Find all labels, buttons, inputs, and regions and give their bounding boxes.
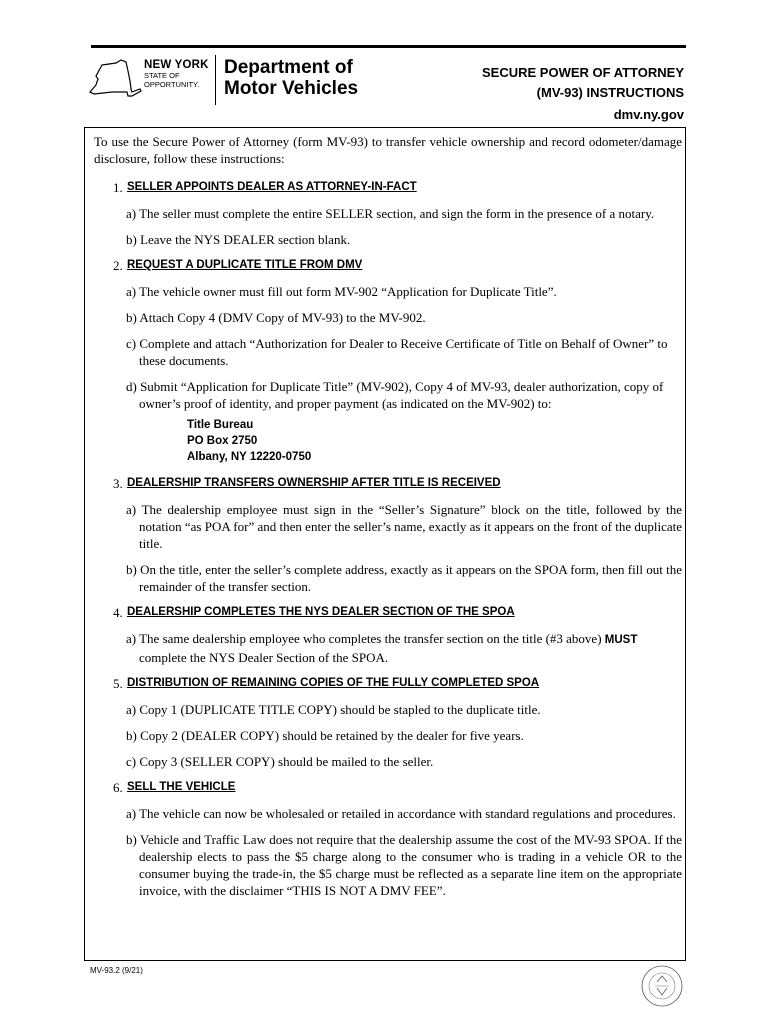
document-title-line-2: (MV-93) INSTRUCTIONS: [536, 85, 684, 100]
nys-dmv-logo: [88, 55, 388, 105]
address-line: Title Bureau: [187, 419, 254, 431]
state-tag-line-2: OPPORTUNITY.: [144, 79, 200, 89]
website-link[interactable]: dmv.ny.gov: [613, 107, 684, 122]
instruction-item: a) The vehicle can now be wholesaled or retailed in accordance with standard regulations and procedures.: [126, 806, 676, 821]
section-3: [94, 475, 682, 595]
instruction-item: c) Complete and attach “Authorization for Dealer to Receive Certificate of Title on Behalf of Owner” to these documents.: [126, 336, 668, 368]
instruction-item: d) Submit “Application for Duplicate Title” (MV-902), Copy 4 of MV-93, dealer authorization, copy of owner’s proof of identity, and proper payment (as indicated on the MV-902) to:: [126, 379, 664, 411]
instruction-item: b) On the title, enter the seller’s complete address, exactly as it appears on the SPOA form, then fill out the remainder of the transfer section.: [126, 562, 682, 594]
instruction-item: c) Copy 3 (SELLER COPY) should be mailed to the seller.: [126, 754, 434, 769]
section-2: [94, 257, 682, 465]
instruction-item: a) Copy 1 (DUPLICATE TITLE COPY) should be stapled to the duplicate title.: [126, 702, 541, 717]
section-number: 3.: [113, 476, 123, 491]
section-4: [94, 604, 682, 666]
intro-text: To use the Secure Power of Attorney (form MV-93) to transfer vehicle ownership and record odometer/damage disclosure, follow these instructions:: [94, 134, 682, 166]
instructions-content: [94, 133, 682, 908]
section-heading: [113, 475, 682, 492]
instruction-item: a) The dealership employee must sign in the “Seller’s Signature” block on the title, followed by the notation “as POA for” and then enter the seller’s name, exactly as it appears on the front of the duplicate title.: [126, 502, 682, 551]
section-title: SELLER APPOINTS DEALER AS ATTORNEY-IN-FACT: [127, 181, 417, 193]
state-name: NEW YORK: [144, 59, 209, 71]
section-number: 4.: [113, 605, 123, 620]
state-tag-line-1: STATE OF: [144, 71, 180, 80]
department-line-2: Motor Vehicles: [224, 78, 359, 99]
new-york-state-map-icon: [88, 59, 142, 99]
address-line: Albany, NY 12220-0750: [187, 451, 312, 463]
section-1: [94, 179, 682, 248]
instruction-item: b) Attach Copy 4 (DMV Copy of MV-93) to the MV-902.: [126, 310, 426, 325]
instruction-item: a) The seller must complete the entire SELLER section, and sign the form in the presence of a notary.: [126, 206, 655, 221]
section-title: DEALERSHIP TRANSFERS OWNERSHIP AFTER TITLE IS RECEIVED: [127, 477, 501, 489]
section-number: 2.: [113, 258, 123, 273]
section-heading: [113, 257, 682, 274]
instruction-text: a) The same dealership employee who completes the transfer section on the title (#3 above): [126, 631, 605, 646]
department-name: [224, 57, 358, 99]
mailing-address: [187, 417, 682, 465]
instruction-text: complete the NYS Dealer Section of the SPOA.: [139, 650, 389, 665]
section-title: DISTRIBUTION OF REMAINING COPIES OF THE FULLY COMPLETED SPOA: [127, 677, 540, 689]
instruction-item: b) Leave the NYS DEALER section blank.: [126, 232, 351, 247]
state-tagline: [144, 72, 214, 89]
logo-divider: [215, 55, 216, 105]
section-title: SELL THE VEHICLE: [127, 781, 236, 793]
instruction-item: a) The vehicle owner must fill out form MV-902 “Application for Duplicate Title”.: [126, 284, 557, 299]
section-number: 6.: [113, 780, 123, 795]
section-heading: [113, 779, 682, 796]
section-title: DEALERSHIP COMPLETES THE NYS DEALER SECTION OF THE SPOA: [127, 606, 515, 618]
form-number: MV-93.2 (9/21): [90, 966, 143, 975]
department-line-1: Department of: [224, 57, 353, 78]
section-heading: [113, 179, 682, 196]
document-title-line-1: SECURE POWER OF ATTORNEY: [482, 65, 684, 80]
section-heading: [113, 604, 682, 621]
section-number: 5.: [113, 676, 123, 691]
emphasis-text: MUST: [604, 634, 638, 646]
instruction-item: b) Vehicle and Traffic Law does not require that the dealership assume the cost of the MV-93 SPOA. If the dealership elects to pass the $5 charge along to the consumer who is trading in a vehicle OR to the consumer buying the trade-in, the $5 charge must be reflected as a separate line item on the appropriate invoice, with the disclaimer “THIS IS NOT A DMV FEE”.: [126, 832, 682, 898]
section-title: REQUEST A DUPLICATE TITLE FROM DMV: [127, 259, 363, 271]
address-line: PO Box 2750: [187, 435, 258, 447]
instruction-item: [126, 630, 682, 666]
document-title-block: [482, 63, 684, 125]
instruction-item: b) Copy 2 (DEALER COPY) should be retained by the dealer for five years.: [126, 728, 524, 743]
section-5: [94, 675, 682, 770]
top-rule: [91, 45, 686, 48]
section-heading: [113, 675, 682, 692]
recycle-seal-icon: [640, 964, 684, 1008]
section-number: 1.: [113, 180, 123, 195]
section-6: [94, 779, 682, 899]
